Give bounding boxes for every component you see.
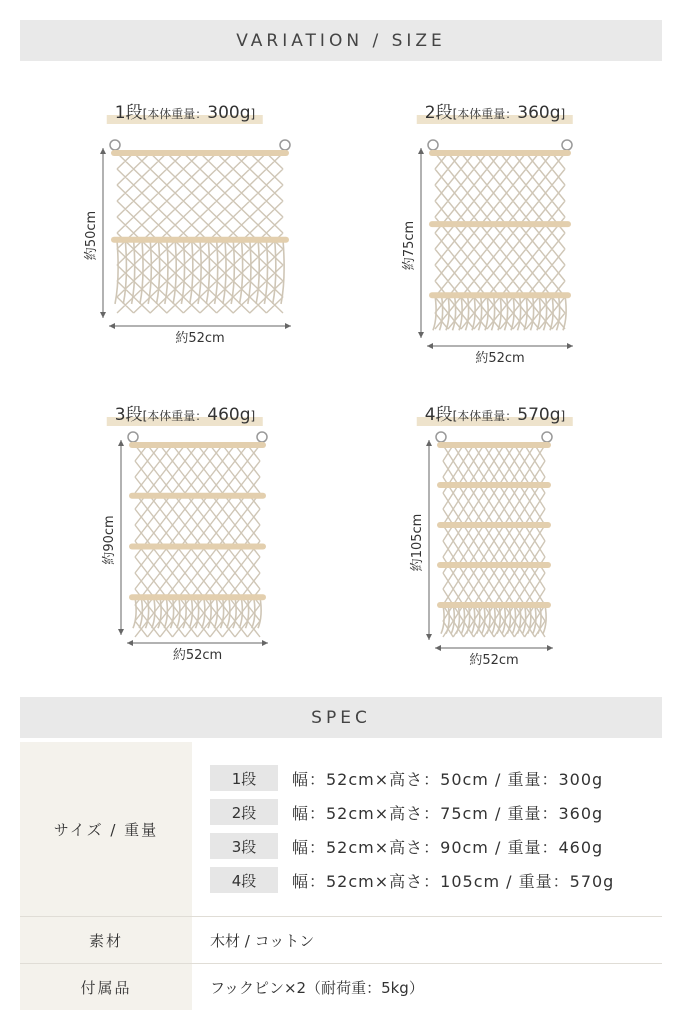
hook-icon	[542, 432, 552, 442]
fringe	[544, 295, 547, 330]
weight-value: 360g	[517, 103, 561, 123]
spec-value: フックピン×2（耐荷重：5kg）	[210, 978, 424, 997]
section-header-spec	[20, 697, 662, 738]
size-tag: 4段	[210, 867, 278, 893]
variant-2	[335, 98, 655, 388]
arrowhead	[435, 645, 441, 651]
size-text: 幅：52cm×高さ：105cm / 重量：570g	[292, 871, 615, 891]
arrowhead	[418, 332, 424, 338]
fringe	[492, 295, 495, 330]
size-tag: 1段	[210, 765, 278, 791]
spec-key: 付属品	[20, 964, 192, 1011]
tier-label: 4段	[424, 405, 453, 425]
height-label: 約50cm	[84, 210, 99, 261]
size-text: 幅：52cm×高さ：75cm / 重量：360g	[292, 803, 604, 823]
tier-label: 1段	[114, 103, 143, 123]
size-row	[210, 863, 661, 897]
spec-row-accessory	[20, 964, 662, 1011]
variant-title: 4段[本体重量：570g]	[425, 400, 565, 425]
weight-label: 本体重量	[147, 409, 196, 423]
hook-icon	[280, 140, 290, 150]
size-row	[210, 829, 661, 863]
arrowhead	[285, 323, 291, 329]
arrowhead	[418, 148, 424, 154]
variant-title: 3段[本体重量：460g]	[115, 400, 255, 425]
fringe	[518, 295, 521, 330]
wooden-rod	[437, 522, 551, 528]
size-tag: 2段	[210, 799, 278, 825]
spec-value: 木材 / コットン	[192, 917, 662, 964]
fringe	[115, 240, 118, 304]
section-title: VARIATION / SIZE	[236, 30, 446, 51]
fringe	[133, 597, 136, 628]
width-label: 約52cm	[175, 331, 225, 346]
size-tag: 3段	[210, 833, 278, 859]
section-header-variation	[20, 20, 662, 61]
wooden-rod	[429, 221, 571, 227]
arrowhead	[118, 629, 124, 635]
fringe	[505, 295, 508, 330]
hook-icon	[562, 140, 572, 150]
product-illustration	[25, 98, 345, 358]
arrowhead	[127, 640, 133, 646]
product-illustration	[335, 400, 655, 670]
fringe	[440, 295, 443, 330]
fringe	[433, 295, 436, 330]
wooden-rod	[437, 562, 551, 568]
spec-row-size	[20, 742, 662, 917]
weight-label: 本体重量	[147, 107, 196, 121]
fringe	[453, 295, 456, 330]
spec-value	[192, 742, 662, 917]
height-label: 約105cm	[410, 513, 425, 572]
wooden-rod	[129, 493, 266, 499]
arrowhead	[118, 440, 124, 446]
height-label: 約75cm	[402, 220, 417, 271]
size-row	[210, 795, 661, 829]
wooden-rod	[437, 602, 551, 608]
weight-label: 本体重量	[457, 409, 506, 423]
variant-4	[335, 400, 655, 690]
arrowhead	[426, 440, 432, 446]
width-label: 約52cm	[469, 653, 519, 668]
arrowhead	[100, 312, 106, 318]
fringe	[466, 295, 469, 330]
variant-1	[25, 98, 345, 388]
arrowhead	[426, 634, 432, 640]
size-row	[210, 761, 661, 795]
arrowhead	[109, 323, 115, 329]
spec-key: 素材	[20, 917, 192, 964]
spec-key: サイズ / 重量	[20, 742, 192, 917]
variant-title: 2段[本体重量：360g]	[425, 98, 565, 123]
size-text: 幅：52cm×高さ：50cm / 重量：300g	[292, 769, 604, 789]
tier-label: 3段	[114, 405, 143, 425]
variant-3	[25, 400, 345, 690]
section-title: SPEC	[311, 707, 371, 728]
variant-title: 1段[本体重量：300g]	[115, 98, 255, 123]
hook-icon	[257, 432, 267, 442]
tier-label: 2段	[424, 103, 453, 123]
product-illustration	[25, 400, 345, 670]
fringe	[441, 605, 444, 634]
width-label: 約52cm	[172, 648, 223, 663]
arrowhead	[100, 148, 106, 154]
wooden-rod	[437, 482, 551, 488]
weight-value: 570g	[517, 405, 561, 425]
arrowhead	[262, 640, 268, 646]
arrowhead	[567, 343, 573, 349]
arrowhead	[427, 343, 433, 349]
product-illustration	[335, 98, 655, 368]
fringe	[531, 295, 534, 330]
spec-row-material	[20, 917, 662, 964]
width-label: 約52cm	[475, 351, 525, 366]
wooden-rod	[429, 292, 571, 298]
wooden-rod	[129, 544, 266, 550]
hook-icon	[128, 432, 138, 442]
macrame-net	[135, 445, 260, 637]
arrowhead	[547, 645, 553, 651]
fringe	[557, 295, 560, 330]
hook-icon	[436, 432, 446, 442]
wooden-rod	[129, 594, 266, 600]
size-text: 幅：52cm×高さ：90cm / 重量：460g	[292, 837, 604, 857]
weight-value: 460g	[207, 405, 251, 425]
height-label: 約90cm	[102, 515, 117, 565]
hook-icon	[428, 140, 438, 150]
wooden-rod	[437, 442, 551, 448]
wooden-rod	[111, 150, 289, 156]
fringe	[479, 295, 482, 330]
weight-label: 本体重量	[457, 107, 506, 121]
wooden-rod	[129, 442, 266, 448]
wooden-rod	[429, 150, 571, 156]
weight-value: 300g	[207, 103, 251, 123]
spec-table	[20, 742, 662, 1010]
hook-icon	[110, 140, 120, 150]
macrame-net	[435, 153, 565, 329]
wooden-rod	[111, 237, 289, 243]
